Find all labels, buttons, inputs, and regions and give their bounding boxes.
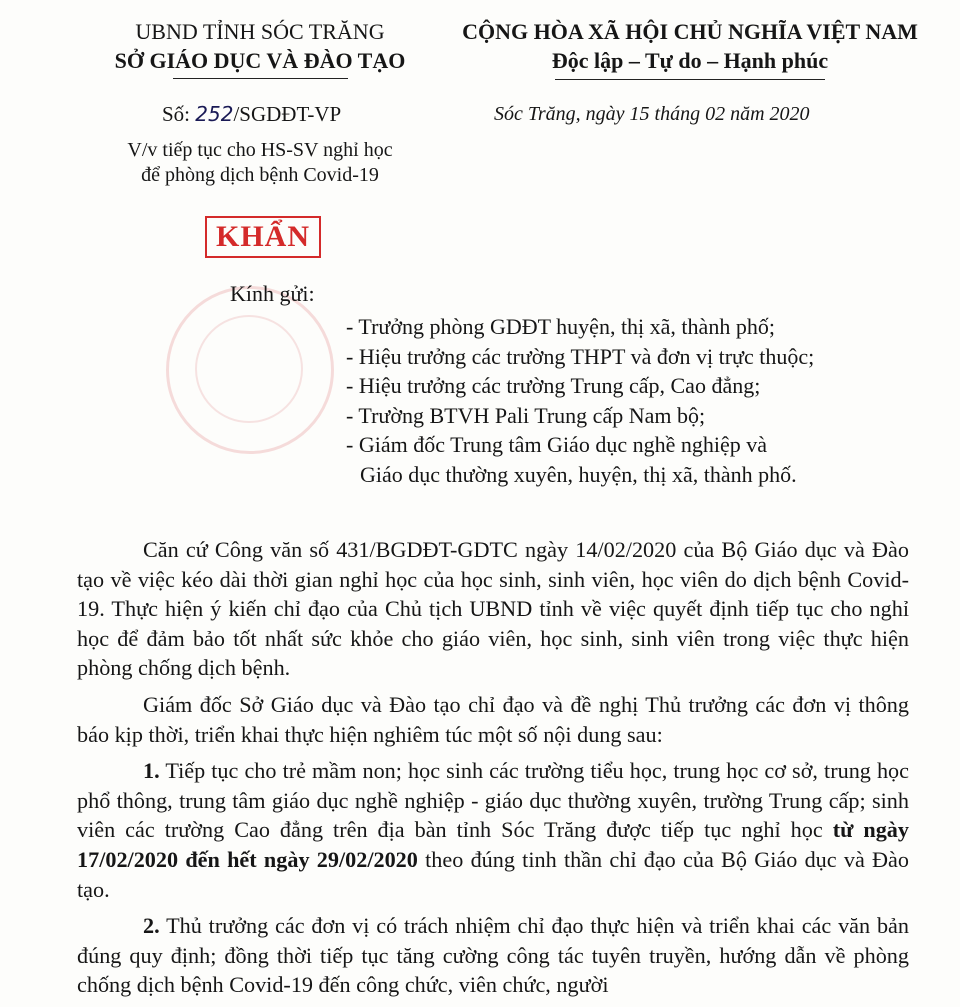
nation-name: CỘNG HÒA XÃ HỘI CHỦ NGHĨA VIỆT NAM [462, 19, 918, 44]
salutation: Kính gửi: [230, 281, 315, 306]
agency-underline [173, 78, 348, 79]
recipient-item: - Trưởng phòng GDĐT huyện, thị xã, thành phố; [346, 314, 775, 339]
subject-line-1: V/v tiếp tục cho HS-SV nghỉ học [127, 139, 393, 161]
urgent-stamp: KHẨN [205, 216, 321, 258]
motto-underline [555, 79, 825, 80]
issuing-agency [60, 18, 460, 79]
agency-parent: UBND TỈNH SÓC TRĂNG [135, 19, 385, 44]
doc-number-prefix: Số: [162, 102, 196, 126]
subject [60, 138, 460, 188]
recipient-item: - Hiệu trưởng các trường Trung cấp, Cao đẳng; [346, 373, 761, 398]
item-1-number: 1. [143, 758, 160, 784]
item-1-text-b: theo đúng tinh thần chỉ đạo của Bộ Giáo dục và Đào tạo. [77, 846, 910, 902]
recipient-item: - Trường BTVH Pali Trung cấp Nam bộ; [346, 402, 706, 428]
doc-number-suffix: /SGDĐT-VP [233, 102, 342, 126]
subject-line-2: để phòng dịch bệnh Covid-19 [141, 164, 379, 186]
recipient-item-continuation: Giáo dục thường xuyên, huyện, thị xã, thành phố. [360, 461, 797, 487]
faint-seal-inner-ring [195, 315, 303, 423]
faint-seal-mark [166, 286, 334, 454]
body-paragraph-2: Giám đốc Sở Giáo dục và Đào tạo chỉ đạo và đề nghị Thủ trưởng các đơn vị thông báo kịp thời, triển khai thực hiện nghiêm túc một số nội dung sau: [77, 691, 909, 747]
national-motto [440, 18, 940, 80]
agency-name: SỞ GIÁO DỤC VÀ ĐÀO TẠO [114, 48, 406, 73]
body-paragraph-1: Căn cứ Công văn số 431/BGDĐT-GDTC ngày 14/02/2020 của Bộ Giáo dục và Đào tạo về việc kéo dài thời gian nghỉ học của học sinh, sinh viên, học viên do dịch bệnh Covid-19. Thực hiện ý kiến chỉ đạo của Chủ tịch UBND tỉnh về việc quyết định tiếp tục cho nghỉ học để đảm bảo tốt nhất sức khỏe cho giáo viên, học sinh, sinh viên trong việc thực hiện phòng chống dịch bệnh. [77, 537, 909, 681]
document-number [162, 100, 341, 128]
recipient-item: - Hiệu trưởng các trường THPT và đơn vị trực thuộc; [346, 343, 815, 369]
body-item-1 [77, 756, 909, 904]
body-item-2 [77, 911, 909, 1000]
item-2-text: Thủ trưởng các đơn vị có trách nhiệm chỉ đạo thực hiện và triển khai các văn bản đúng quy định; đồng thời tiếp tục tăng cường công tác tuyên truyền, hướng dẫn về phòng chống dịch bệnh Covid-19 đến công chức, viên chức, người [77, 913, 909, 998]
document-body [77, 535, 909, 1007]
doc-number-handwritten: 252 [195, 102, 234, 126]
item-1-text-a: Tiếp tục cho trẻ mầm non; học sinh các trường tiểu học, trung học cơ sở, trung học phổ thông, trung tâm giáo dục nghề nghiệp - giáo dục thường xuyên, trường Trung cấp; sinh viên các trường Cao đẳng trên địa bàn tỉnh Sóc Trăng được tiếp tục nghỉ học [77, 758, 909, 843]
item-1-date-range: từ ngày 17/02/2020 đến hết ngày 29/02/2020 [77, 817, 909, 872]
recipient-item: - Giám đốc Trung tâm Giáo dục nghề nghiệp và [346, 432, 767, 457]
recipient-list [346, 312, 814, 489]
item-2-number: 2. [143, 913, 160, 939]
motto: Độc lập – Tự do – Hạnh phúc [551, 48, 829, 73]
issue-date: Sóc Trăng, ngày 15 tháng 02 năm 2020 [494, 103, 810, 125]
